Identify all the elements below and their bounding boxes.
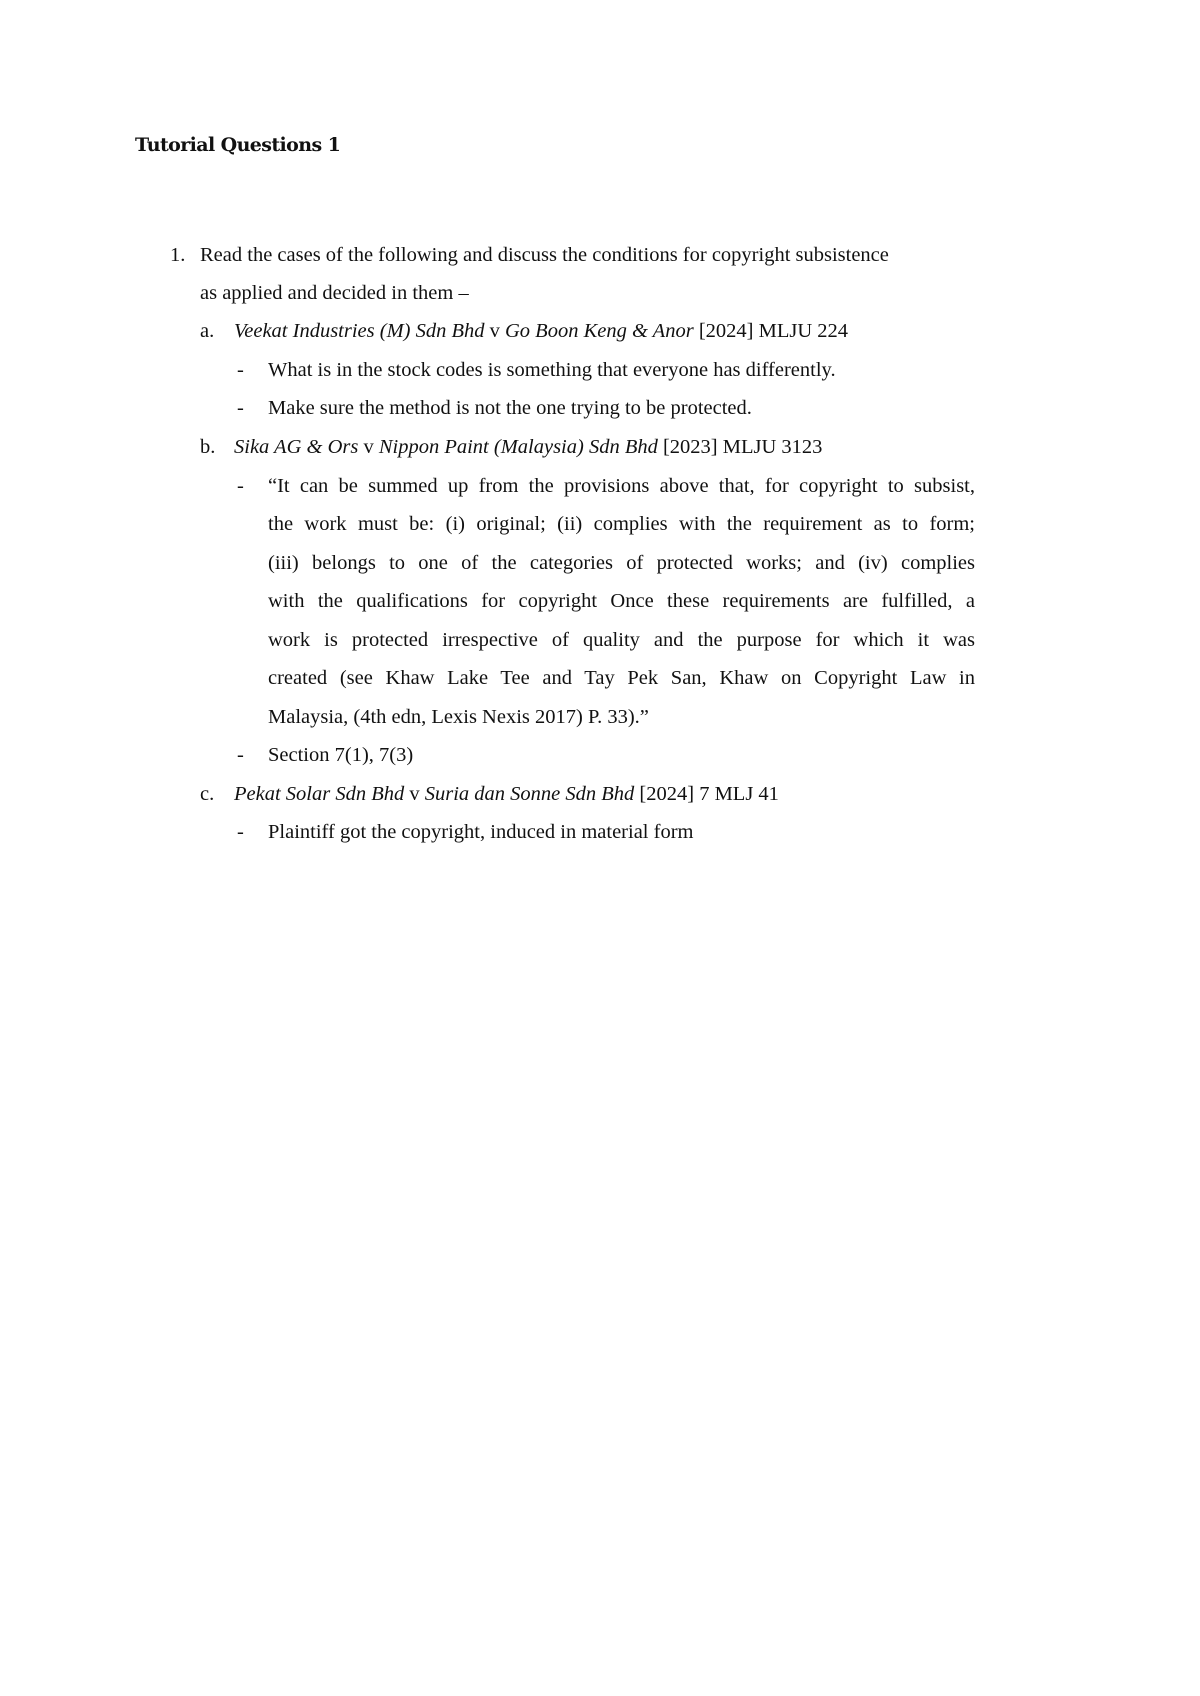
versus: v xyxy=(404,783,425,805)
case-party: Go Boon Keng & Anor xyxy=(505,320,694,342)
quote-line: created (see Khaw Lake Tee and Tay Pek San, Khaw on Copyright Law in xyxy=(268,667,975,689)
quote-line: Malaysia, (4th edn, Lexis Nexis 2017) P. 33).” xyxy=(268,706,649,728)
quote-line: with the qualifications for copyright Once these requirements are fulfilled, a xyxy=(268,590,975,612)
versus: v xyxy=(484,320,505,342)
case-letter: b. xyxy=(200,436,216,458)
dash-bullet: - xyxy=(237,744,244,766)
bullet-text: Plaintiff got the copyright, induced in material form xyxy=(268,821,694,843)
bullet-text: What is in the stock codes is something that everyone has differently. xyxy=(268,359,836,381)
case-title xyxy=(234,433,822,461)
page-title: Tutorial Questions 1 xyxy=(135,134,341,156)
question-number: 1. xyxy=(170,244,186,266)
quote-line: the work must be: (i) original; (ii) complies with the requirement as to form; xyxy=(268,513,975,535)
case-title xyxy=(234,780,779,808)
dash-bullet: - xyxy=(237,475,244,497)
quote-line: work is protected irrespective of quality and the purpose for which it was xyxy=(268,629,975,651)
case-letter: a. xyxy=(200,320,215,342)
bullet-text: Make sure the method is not the one trying to be protected. xyxy=(268,397,752,419)
case-citation: [2024] MLJU 224 xyxy=(693,320,848,342)
versus: v xyxy=(358,436,379,458)
case-party: Sika AG & Ors xyxy=(234,436,359,458)
case-citation: [2024] 7 MLJ 41 xyxy=(634,783,779,805)
question-text-line: as applied and decided in them – xyxy=(200,282,469,304)
quote-line: (iii) belongs to one of the categories of protected works; and (iv) complies xyxy=(268,552,975,574)
quote-line: “It can be summed up from the provisions above that, for copyright to subsist, xyxy=(268,475,975,497)
case-letter: c. xyxy=(200,783,215,805)
question-text-line: Read the cases of the following and discuss the conditions for copyright subsistence xyxy=(200,244,889,266)
bullet-text: Section 7(1), 7(3) xyxy=(268,744,414,766)
case-party: Veekat Industries (M) Sdn Bhd xyxy=(234,320,485,342)
dash-bullet: - xyxy=(237,397,244,419)
dash-bullet: - xyxy=(237,821,244,843)
case-party: Pekat Solar Sdn Bhd xyxy=(234,783,405,805)
case-party: Suria dan Sonne Sdn Bhd xyxy=(424,783,635,805)
dash-bullet: - xyxy=(237,359,244,381)
case-title xyxy=(234,317,848,345)
case-citation: [2023] MLJU 3123 xyxy=(657,436,823,458)
case-party: Nippon Paint (Malaysia) Sdn Bhd xyxy=(378,436,658,458)
